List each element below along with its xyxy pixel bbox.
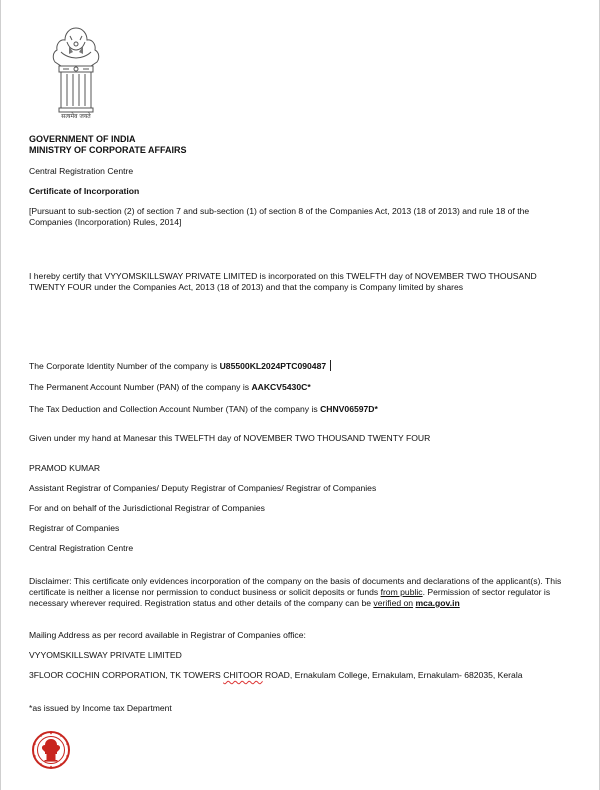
certify-statement: I hereby certify that VYYOMSKILLSWAY PRIVATE LIMITED is incorporated on this TWELFTH day of NOVEMBER TWO THOUSAND TWENTY FOUR under the Companies Act, 2013 (18 of 2013) and that the company is Company limited by shares: [29, 271, 537, 292]
signatory-designation: Assistant Registrar of Companies/ Deputy Registrar of Companies/ Registrar of Companies: [29, 483, 377, 493]
verified-on-text: verified on: [373, 598, 414, 608]
disclaimer: [29, 576, 574, 609]
pan-line: [29, 382, 311, 393]
pan-label: The Permanent Account Number (PAN) of the company is: [29, 382, 250, 392]
mca-link[interactable]: mca.gov.in: [415, 598, 460, 608]
centre-name: Central Registration Centre: [29, 166, 134, 176]
certificate-title: Certificate of Incorporation: [29, 186, 140, 196]
pan-value: AAKCV5430C*: [251, 382, 311, 392]
ministry-heading: MINISTRY OF CORPORATE AFFAIRS: [29, 145, 187, 155]
signatory-name: PRAMOD KUMAR: [29, 463, 101, 473]
address-misspelled-word: CHITOOR: [223, 670, 263, 680]
national-emblem-icon: [47, 22, 105, 122]
tan-value: CHNV06597D*: [320, 404, 378, 414]
cin-value: U85500KL2024PTC090487: [219, 361, 327, 371]
given-statement: Given under my hand at Manesar this TWELFTH day of NOVEMBER TWO THOUSAND TWENTY FOUR: [29, 433, 431, 443]
on-behalf-line: For and on behalf of the Jurisdictional Registrar of Companies: [29, 503, 265, 513]
cin-line: [29, 360, 331, 372]
emblem-motto: सत्यमेव जयते: [61, 113, 91, 120]
ministry-seal-icon: [31, 730, 71, 770]
address-part-1: 3FLOOR COCHIN CORPORATION, TK TOWERS: [29, 670, 224, 680]
address-part-2: ROAD, Ernakulam College, Ernakulam, Ernakulam- 682035, Kerala: [262, 670, 523, 680]
mailing-address: [29, 670, 574, 681]
text-cursor: [330, 360, 331, 371]
disclaimer-text-2: . Permission of sector regulator is necessary wherever required. Registration status and other details of the company can be: [29, 587, 551, 608]
from-public-text: from public: [380, 587, 423, 597]
pursuant-clause: [Pursuant to sub-section (2) of section 7 and sub-section (1) of section 8 of the Companies Act, 2013 (18 of 2013) and rule 18 of the Companies (Incorporation) Rules, 2014]: [29, 206, 530, 227]
disclaimer-text-1: Disclaimer: This certificate only evidences incorporation of the company on the basis of documents and declarations of the applicant(s). This certificate is neither a license nor permission to conduct business or solicit deposits or funds: [29, 576, 562, 597]
mailing-company: VYYOMSKILLSWAY PRIVATE LIMITED: [29, 650, 182, 660]
cin-label: The Corporate Identity Number of the company is: [29, 361, 218, 371]
footnote: *as issued by Income tax Department: [29, 703, 172, 713]
tan-line: [29, 404, 378, 415]
registrar-line: Registrar of Companies: [29, 523, 120, 533]
mailing-label: Mailing Address as per record available in Registrar of Companies office:: [29, 630, 306, 640]
tan-label: The Tax Deduction and Collection Account Number (TAN) of the company is: [29, 404, 318, 414]
government-heading: GOVERNMENT OF INDIA: [29, 134, 136, 144]
registration-centre-line: Central Registration Centre: [29, 543, 134, 553]
